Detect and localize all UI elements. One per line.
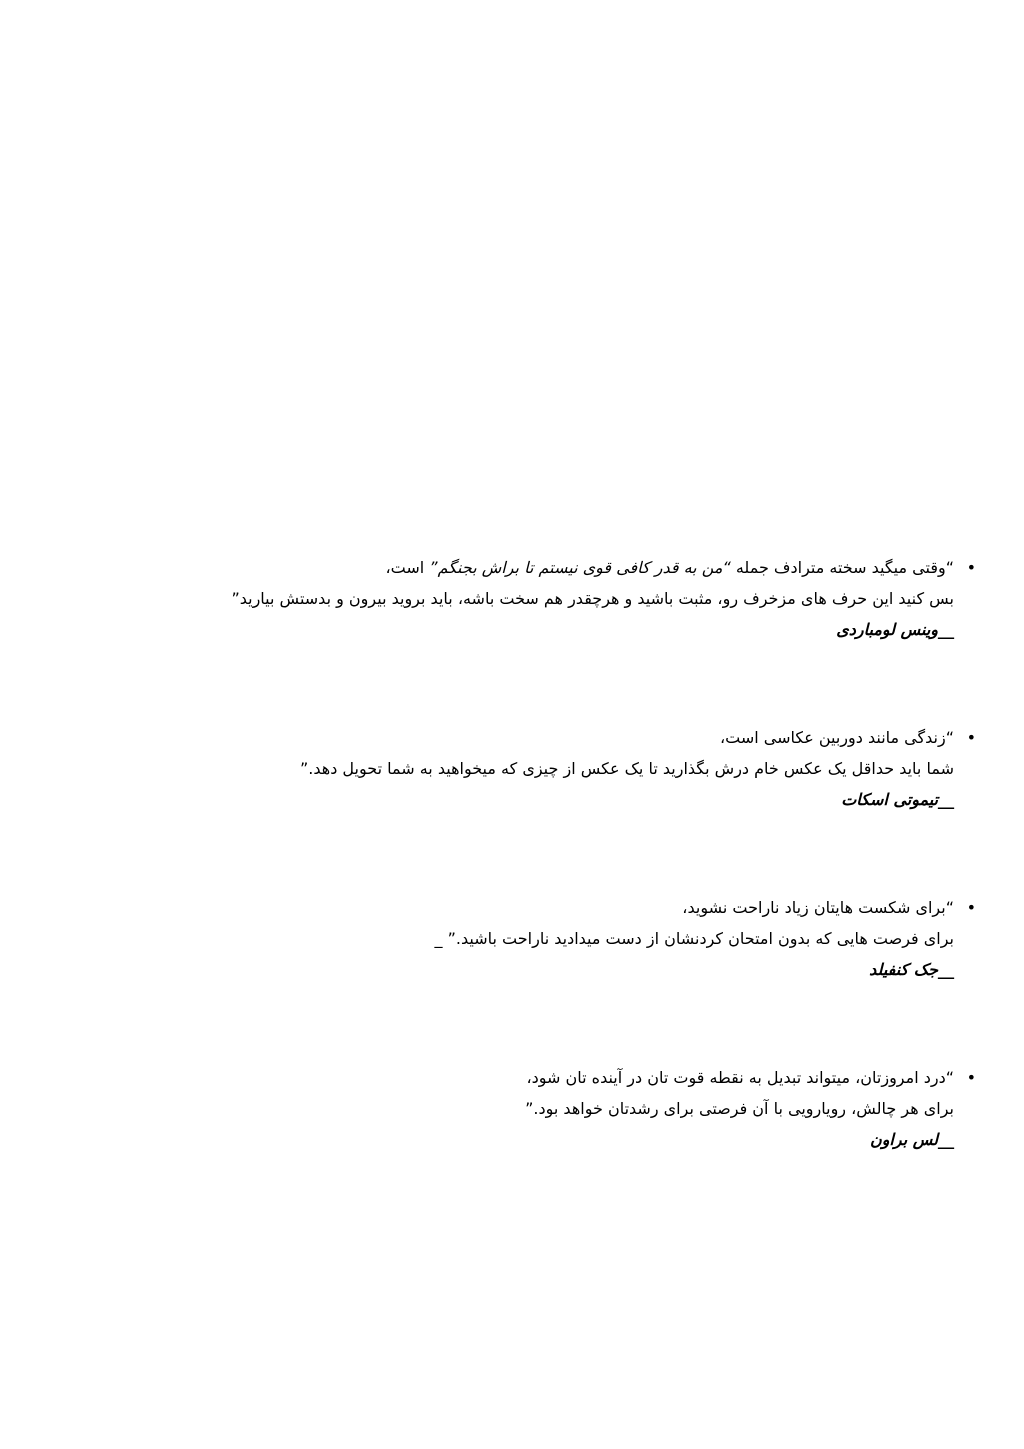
quote-author: __لس براون [869,1130,954,1149]
quote-item [114,552,976,645]
quote-line: “زندگی مانند دوربین عکاسی است، [719,728,954,747]
quote-item [114,1062,976,1155]
quote-text: است، [385,558,430,577]
quote-line: برای فرصت هایی که بدون امتحان کردنشان از دست میدادید ناراحت باشید.” _ [434,929,954,948]
quote-text: “وقتی میگید سخته مترادف جمله [730,558,954,577]
quote-line: برای هر چالش، رویارویی با آن فرصتی برای رشدتان خواهد بود.” [525,1099,954,1118]
bullet-icon: • [966,558,976,577]
quote-line: شما باید حداقل یک عکس خام درش بگذارید تا یک عکس از چیزی که میخواهید به شما تحویل دهد.” [299,759,954,778]
bullet-icon: • [966,728,976,747]
quote-line: بس کنید این حرف های مزخرف رو، مثبت باشید و هرچقدر هم سخت باشه، باید بروید بیرون و بدستش بیارید” [231,589,954,608]
quote-author: __جک کنفیلد [869,960,954,979]
quote-item [114,892,976,985]
quote-author: __وینس لومباردی [836,620,954,639]
quote-emphasis: “من به قدر کافی قوی نیستم تا براش بجنگم” [429,558,731,577]
bullet-icon: • [966,1068,976,1087]
quotes-list [114,552,976,1155]
quote-author: __تیموتی اسکات [841,790,954,809]
quote-line: “درد امروزتان، میتواند تبدیل به نقطه قوت تان در آینده تان شود، [526,1068,954,1087]
quote-line [114,552,954,583]
quote-item [114,722,976,815]
bullet-icon: • [966,898,976,917]
quote-line: “برای شکست هایتان زیاد ناراحت نشوید، [682,898,954,917]
